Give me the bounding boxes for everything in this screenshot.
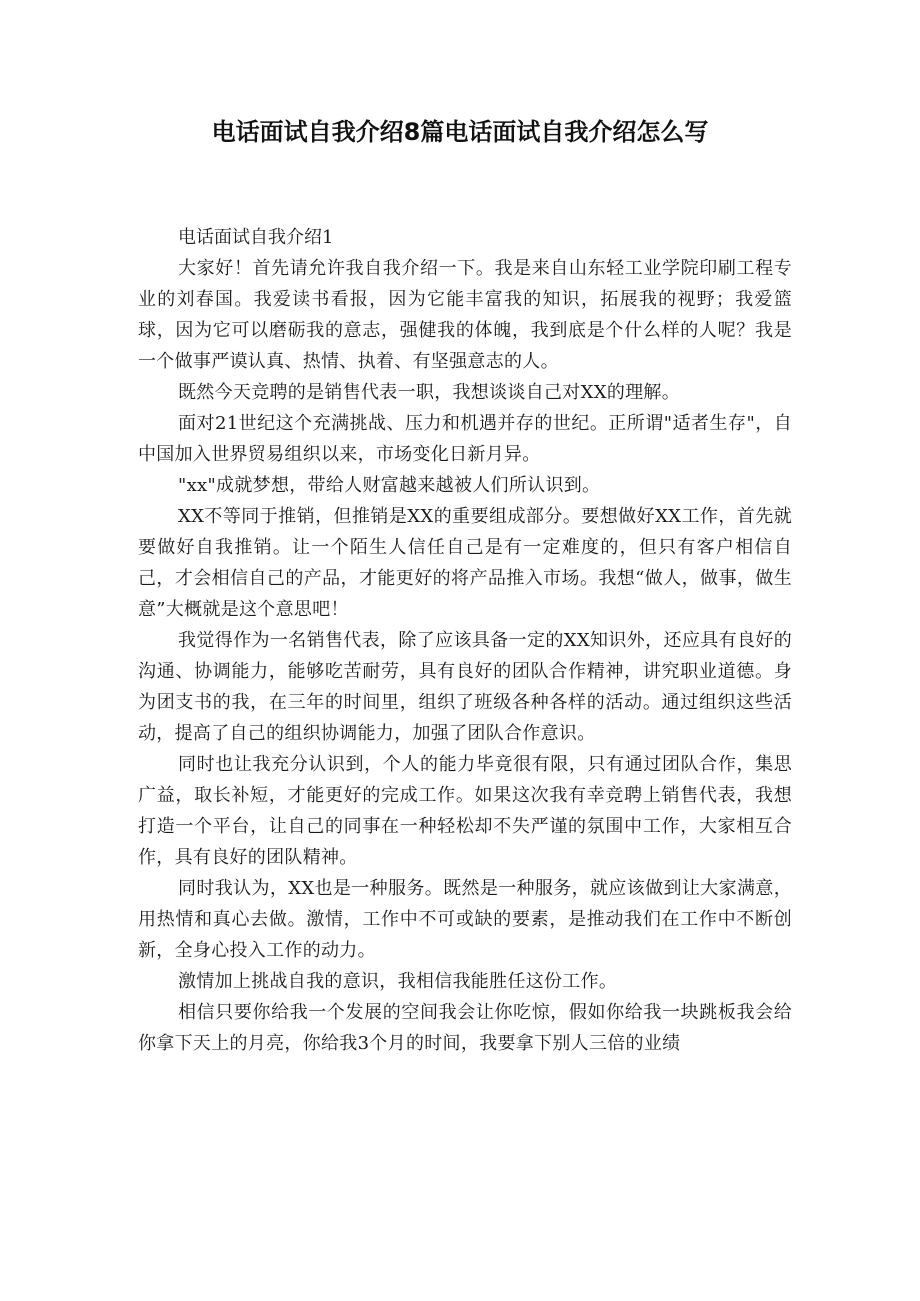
document-title: 电话面试自我介绍8篇电话面试自我介绍怎么写 xyxy=(211,118,709,146)
paragraph-position: 既然今天竞聘的是销售代表一职，我想谈谈自己对XX的理解。 xyxy=(178,382,681,403)
paragraph-self-promotion: XX不等同于推销，但推销是XX的重要组成部分。要想做好XX工作，首先就要做好自我推销。让一个陌生人信任自己是有一定难度的，但只有客户相信自己，才会相信自己的产品，才能更好的将产品推入市场。我想“做人，做事，做生意”大概就是这个意思吧！ xyxy=(138,506,792,620)
paragraph-service: 同时我认为，XX也是一种服务。既然是一种服务，就应该做到让大家满意，用热情和真心去做。激情，工作中不可或缺的要素，是推动我们在工作中不断创新，全身心投入工作的动力。 xyxy=(138,878,792,961)
paragraph-dream: "xx"成就梦想，带给人财富越来越被人们所认识到。 xyxy=(178,475,601,496)
paragraph-qualifications: 我觉得作为一名销售代表，除了应该具备一定的XX知识外，还应具有良好的沟通、协调能力，能够吃苦耐劳，具有良好的团队合作精神，讲究职业道德。身为团支书的我，在三年的时间里，组织了班级各种各样的活动。通过组织这些活动，提高了自己的组织协调能力，加强了团队合作意识。 xyxy=(138,630,792,744)
paragraph-21st-century: 面对21世纪这个充满挑战、压力和机遇并存的世纪。正所谓"适者生存"，自中国加入世界贸易组织以来，市场变化日新月异。 xyxy=(138,413,792,465)
paragraph-introduction: 大家好！首先请允许我自我介绍一下。我是来自山东轻工业学院印刷工程专业的刘春国。我爱读书看报，因为它能丰富我的知识，拓展我的视野；我爱篮球，因为它可以磨砺我的意志，强健我的体魄，我到底是个什么样的人呢？我是一个做事严谟认真、热情、执着、有坚强意志的人。 xyxy=(138,258,792,372)
paragraph-promise: 相信只要你给我一个发展的空间我会让你吃惊，假如你给我一块跳板我会给你拿下天上的月亮，你给我3个月的时间，我要拿下别人三倍的业绩 xyxy=(138,1002,792,1054)
section-heading: 电话面试自我介绍1 xyxy=(178,227,334,248)
paragraph-teamwork: 同时也让我充分认识到，个人的能力毕竟很有限，只有通过团队合作，集思广益，取长补短，才能更好的完成工作。如果这次我有幸竞聘上销售代表，我想打造一个平台，让自己的同事在一种轻松却不失严谨的氛围中工作，大家相互合作，具有良好的团队精神。 xyxy=(138,754,792,868)
paragraph-confidence: 激情加上挑战自我的意识，我相信我能胜任这份工作。 xyxy=(178,971,618,992)
document-body xyxy=(138,222,792,1059)
